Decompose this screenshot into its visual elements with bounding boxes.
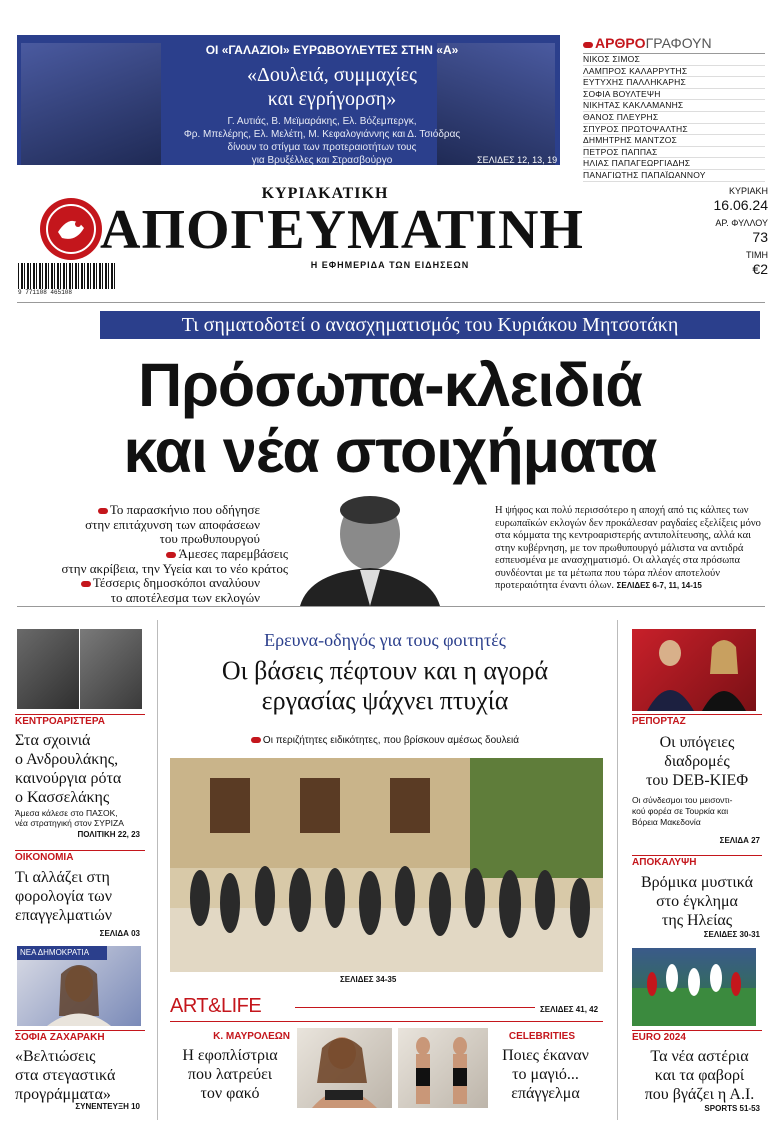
story-tax-pages: ΣΕΛΙΔΑ 03	[99, 929, 140, 938]
columnist-name: ΛΑΜΠΡΟΣ ΚΑΛΑΡΡΥΤΗΣ	[583, 66, 765, 78]
artlife-section-label[interactable]: ART&LIFE	[170, 995, 262, 1017]
columnists-list	[583, 54, 765, 182]
section-divider	[17, 606, 765, 607]
masthead-subtitle: Η ΕΦΗΜΕΡΙΔΑ ΤΩΝ ΕΙΔΗΣΕΩΝ	[310, 260, 470, 270]
issue-number: 73	[752, 229, 768, 245]
artlife-pages: ΣΕΛΙΔΕΣ 41, 42	[540, 1005, 599, 1014]
story-deb-sub: Οι σύνδεσμοι του μεισοντι- κού φορέα σε Τουρκία και Βόρεια Μακεδονία	[632, 795, 733, 827]
students-headline[interactable]: Οι βάσεις πέφτουν και η αγορά εργασίας ψάχνει πτυχία	[221, 656, 549, 715]
columnist-name: ΠΕΤΡΟΣ ΠΑΠΠΑΣ	[583, 147, 765, 159]
barcode-icon	[18, 263, 116, 289]
promo-text: Γ. Αυτιάς, Β. Μεϊμαράκης, Ελ. Βόζεμπεργκ, Φρ. Μπελέρης, Ελ. Μελέτη, Μ. Κεφαλογιάννης και Δ. Τσιόδρας δίνουν το στίγμα των προτεραιοτήτων τους για Βρυξέλλες και Στρασβούργο	[183, 116, 461, 166]
barcode-number: 9 771108 465108	[18, 289, 73, 296]
columnist-name: ΝΙΚΗΤΑΣ ΚΑΚΛΑΜΑΝΗΣ	[583, 100, 765, 112]
promo-headline: «Δουλειά, συμμαχίες και εγρήγορση»	[247, 64, 417, 110]
story-androulakis-pages: ΠΟΛΙΤΙΚΗ 22, 23	[77, 830, 140, 839]
newspaper-logo-icon	[40, 198, 102, 260]
tag-apokalypsi: ΑΠΟΚΑΛΥΨΗ	[632, 855, 762, 868]
promo-banner[interactable]	[17, 35, 560, 165]
androulakis-photo	[17, 629, 79, 709]
story-zacharaki-headline[interactable]: «Βελτιώσεις στα στεγαστικά προγράμματα»	[15, 1048, 116, 1103]
tag-reportaz: ΡΕΠΟΡΤΑΖ	[632, 714, 762, 727]
story-tax-headline[interactable]: Τι αλλάζει στη φορολογία των επαγγελματιών	[15, 869, 112, 924]
story-androulakis-sub: Άμεσα κάλεσε στο ΠΑΣΟΚ, νέα στρατηγική στον ΣΥΡΙΖΑ	[15, 808, 124, 828]
erdogan-photo	[632, 629, 756, 711]
column-divider-left	[157, 620, 158, 1120]
students-kicker: Ερευνα-οδηγός για τους φοιτητές	[264, 630, 506, 650]
students-photo	[170, 758, 603, 972]
tag-zacharaki: ΣΟΦΙΑ ΖΑΧΑΡΑΚΗ	[15, 1030, 145, 1043]
lead-bullet-2: Άμεσες παρεμβάσεις στην ακρίβεια, την Υγεία και το νέο κράτος	[61, 546, 288, 576]
lead-kicker[interactable]: Τι σηματοδοτεί ο ανασχηματισμός του Κυριάκου Μητσοτάκη	[100, 311, 760, 339]
story-euro-headline[interactable]: Τα νέα αστέρια και τα φαβορί που βγάζει η Α.Ι.	[644, 1048, 755, 1103]
price-label: ΤΙΜΗ	[746, 250, 768, 260]
zacharaki-photo	[17, 946, 141, 1026]
columnist-name: ΘΑΝΟΣ ΠΛΕΥΡΗΣ	[583, 112, 765, 124]
prime-minister-photo	[290, 488, 450, 606]
promo-title: ΟΙ «ΓΑΛΑΖΙΟΙ» ΕΥΡΩΒΟΥΛΕΥΤΕΣ ΣΤΗΝ «Α»	[205, 43, 459, 57]
columnist-name: ΗΛΙΑΣ ΠΑΠΑΓΕΩΡΓΙΑΔΗΣ	[583, 158, 765, 170]
tag-euro2024: EURO 2024	[632, 1030, 762, 1043]
columnists-box	[583, 35, 765, 182]
promo-pages: ΣΕΛΙΔΕΣ 12, 13, 19	[477, 155, 558, 165]
lead-bullet-3: Τέσσερις δημοσκόποι αναλύουν το αποτέλεσμα των εκλογών	[40, 576, 260, 605]
bullet-icon	[166, 552, 176, 558]
bullet-icon	[583, 42, 593, 48]
bullet-icon	[81, 581, 91, 587]
students-sub: Οι περιζήτητες ειδικότητες, που βρίσκουν αμέσως δουλειά	[170, 735, 600, 746]
issue-date: 16.06.24	[713, 197, 768, 213]
lead-headline[interactable]: Πρόσωπα-κλειδιά και νέα στοιχήματα	[123, 351, 657, 485]
artlife-mavroleon-headline[interactable]: Η εφοπλίστρια που λατρεύει τον φακό	[182, 1047, 278, 1102]
masthead-prefix: ΚΥΡΙΑΚΑΤΙΚΗ	[261, 185, 389, 202]
story-ilia-pages: ΣΕΛΙΔΕΣ 30-31	[703, 930, 760, 939]
columnist-name: ΝΙΚΟΣ ΣΙΜΟΣ	[583, 54, 765, 66]
mep-group-photo	[21, 43, 161, 165]
tag-oikonomia: ΟΙΚΟΝΟΜΙΑ	[15, 850, 145, 863]
masthead-title[interactable]: ΑΠΟΓΕΥΜΑΤΙΝΗ	[100, 199, 584, 261]
artlife-rule	[295, 1007, 535, 1008]
bullet-icon	[251, 737, 261, 743]
masthead-divider	[17, 302, 765, 303]
columnist-name: ΔΗΜΗΤΡΗΣ ΜΑΝΤΖΟΣ	[583, 135, 765, 147]
tag-mavroleon: Κ. ΜΑΥΡΟΛΕΩΝ	[213, 1031, 290, 1042]
euro2024-photo	[632, 948, 756, 1026]
tag-celebrities: CELEBRITIES	[508, 1031, 575, 1042]
columnist-name: ΣΠΥΡΟΣ ΠΡΩΤΟΨΑΛΤΗΣ	[583, 124, 765, 136]
issue-day: ΚΥΡΙΑΚΗ	[728, 186, 768, 196]
bullet-icon	[98, 508, 108, 514]
lead-pages: ΣΕΛΙΔΕΣ 6-7, 11, 14-15	[616, 581, 702, 590]
mavroleon-photo	[297, 1028, 392, 1108]
celebrities-photo	[398, 1028, 488, 1108]
columnists-heading: ΑΡΘΡΟΓΡΑΦΟΥΝ	[583, 35, 765, 54]
price: €2	[752, 261, 768, 277]
columnist-name: ΕΥΤΥΧΗΣ ΠΑΛΛΗΚΑΡΗΣ	[583, 77, 765, 89]
column-divider-right	[617, 620, 618, 1120]
issue-number-label: ΑΡ. ΦΥΛΛΟΥ	[715, 218, 768, 228]
tag-kentroaristera: ΚΕΝΤΡΟΑΡΙΣΤΕΡΑ	[15, 714, 145, 727]
story-deb-headline[interactable]: Οι υπόγειες διαδρομές του DEB-ΚΙΕΦ	[645, 734, 749, 789]
story-euro-pages: SPORTS 51-53	[704, 1104, 760, 1113]
issue-info	[700, 185, 768, 277]
columnist-name: ΣΟΦΙΑ ΒΟΥΛΤΕΨΗ	[583, 89, 765, 101]
artlife-divider	[170, 1021, 603, 1022]
zacharaki-photo-caption: ΝΕΑ ΔΗΜΟΚΡΑΤΙΑ	[17, 946, 107, 960]
story-ilia-headline[interactable]: Βρόμικα μυστικά στο έγκλημα της Ηλείας	[640, 874, 753, 929]
kasselakis-photo	[80, 629, 142, 709]
students-pages: ΣΕΛΙΔΕΣ 34-35	[340, 975, 397, 984]
story-androulakis-headline[interactable]: Στα σχοινιά ο Ανδρουλάκης, καινούργια ρότα ο Κασσελάκης	[15, 732, 122, 806]
story-zacharaki-pages: ΣΥΝΕΝΤΕΥΞΗ 10	[75, 1102, 140, 1111]
columnist-name: ΠΑΝΑΓΙΩΤΗΣ ΠΑΠΑΪΩΑΝΝΟΥ	[583, 170, 765, 182]
story-deb-pages: ΣΕΛΙΔΑ 27	[719, 836, 760, 845]
lead-bullet-1: Το παρασκήνιο που οδήγησε στην επιτάχυνση των αποφάσεων του πρωθυπουργού	[85, 502, 260, 546]
lead-body: Η ψήφος και πολύ περισσότερο η αποχή από τις κάλπες των ευρωπαϊκών εκλογών δεν προκάλεσαν ραγδαίες εξελίξεις μόνο στα κόμματα της κεντροαριστερής αντιπολίτευσης, αλλά και στην κυβέρνηση, με τον πρωθυπουργό μάλιστα να αντιδρά εσπευσμένα με ανασχηματισμό. Οι αλλαγές στα πρόσωπα συνδέονται με τα μέτωπα που τώρα πλέον αποτελούν προτεραιότητα έναντι όλων. ΣΕΛΙΔΕΣ 6-7, 11, 14-15	[495, 505, 761, 591]
artlife-celebrities-headline[interactable]: Ποιες έκαναν το μαγιό... επάγγελμα	[502, 1047, 589, 1102]
